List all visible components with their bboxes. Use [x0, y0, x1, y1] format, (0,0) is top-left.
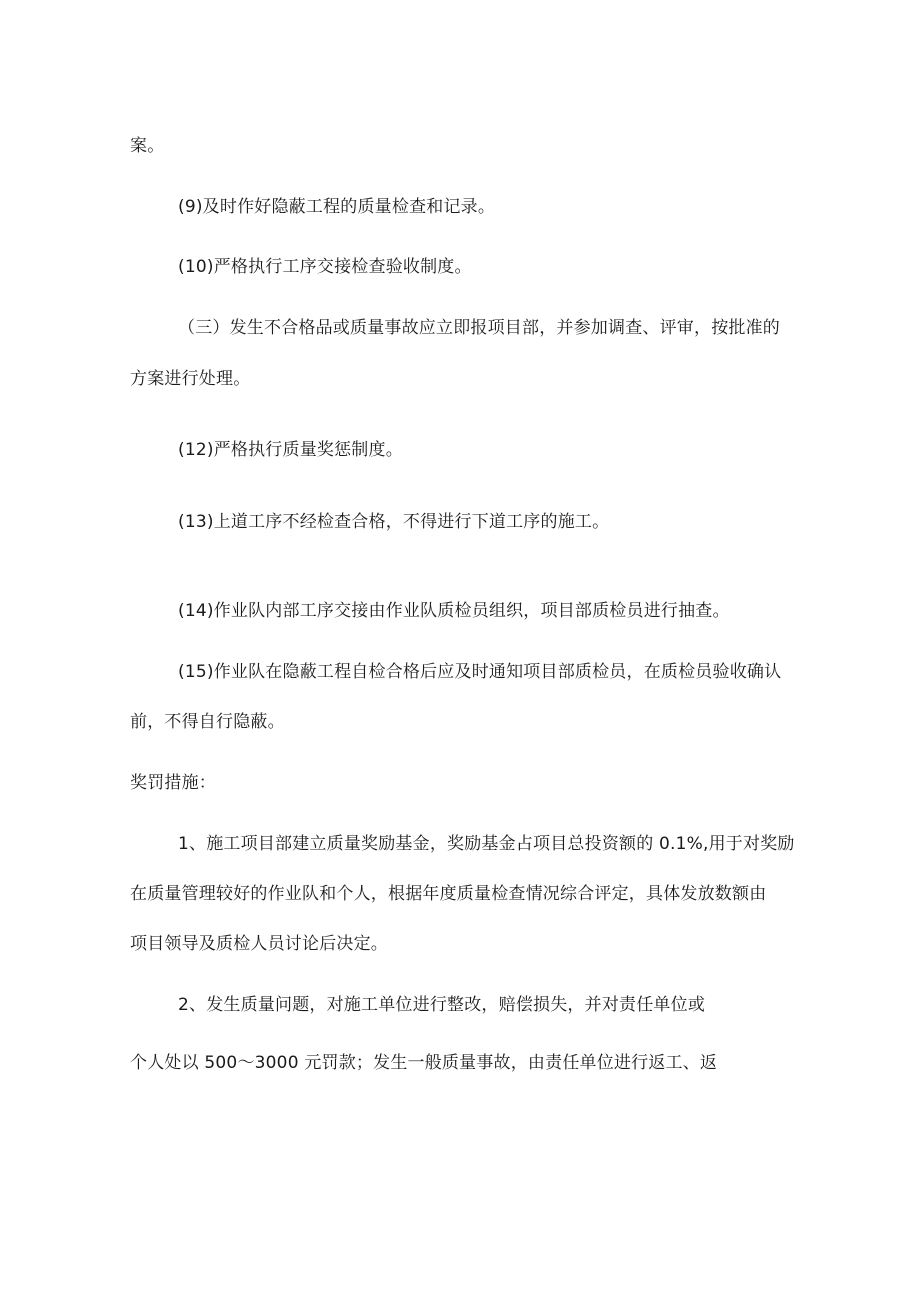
text-line-7: (13)上道工序不经检查合格，不得进行下道工序的施工。 — [178, 512, 610, 532]
text-line-5: 方案进行处理。 — [130, 369, 251, 389]
text-line-16: 个人处以 500～3000 元罚款；发生一般质量事故，由责任单位进行返工、返 — [130, 1053, 718, 1073]
text-line-6: (12)严格执行质量奖惩制度。 — [178, 440, 403, 460]
text-line-2: (9)及时作好隐蔽工程的质量检查和记录。 — [178, 197, 496, 217]
text-line-15: 2、发生质量问题，对施工单位进行整改，赔偿损失，并对责任单位或 — [178, 995, 706, 1015]
text-line-8: (14)作业队内部工序交接由作业队质检员组织，项目部质检员进行抽查。 — [178, 601, 730, 621]
text-line-1: 案。 — [130, 136, 165, 156]
text-line-4: （三）发生不合格品或质量事故应立即报项目部，并参加调查、评审，按批准的 — [178, 318, 780, 338]
text-line-12: 1、施工项目部建立质量奖励基金，奖励基金占项目总投资额的 0.1%,用于对奖励 — [178, 834, 795, 854]
text-line-10: 前，不得自行隐蔽。 — [130, 712, 285, 732]
text-line-14: 项目领导及质检人员讨论后决定。 — [130, 934, 388, 954]
text-line-13: 在质量管理较好的作业队和个人，根据年度质量检查情况综合评定，具体发放数额由 — [130, 884, 767, 904]
text-line-3: (10)严格执行工序交接检查验收制度。 — [178, 257, 472, 277]
text-line-9: (15)作业队在隐蔽工程自检合格后应及时通知项目部质检员，在质检员验收确认 — [178, 662, 782, 682]
text-line-11: 奖罚措施： — [130, 773, 216, 793]
